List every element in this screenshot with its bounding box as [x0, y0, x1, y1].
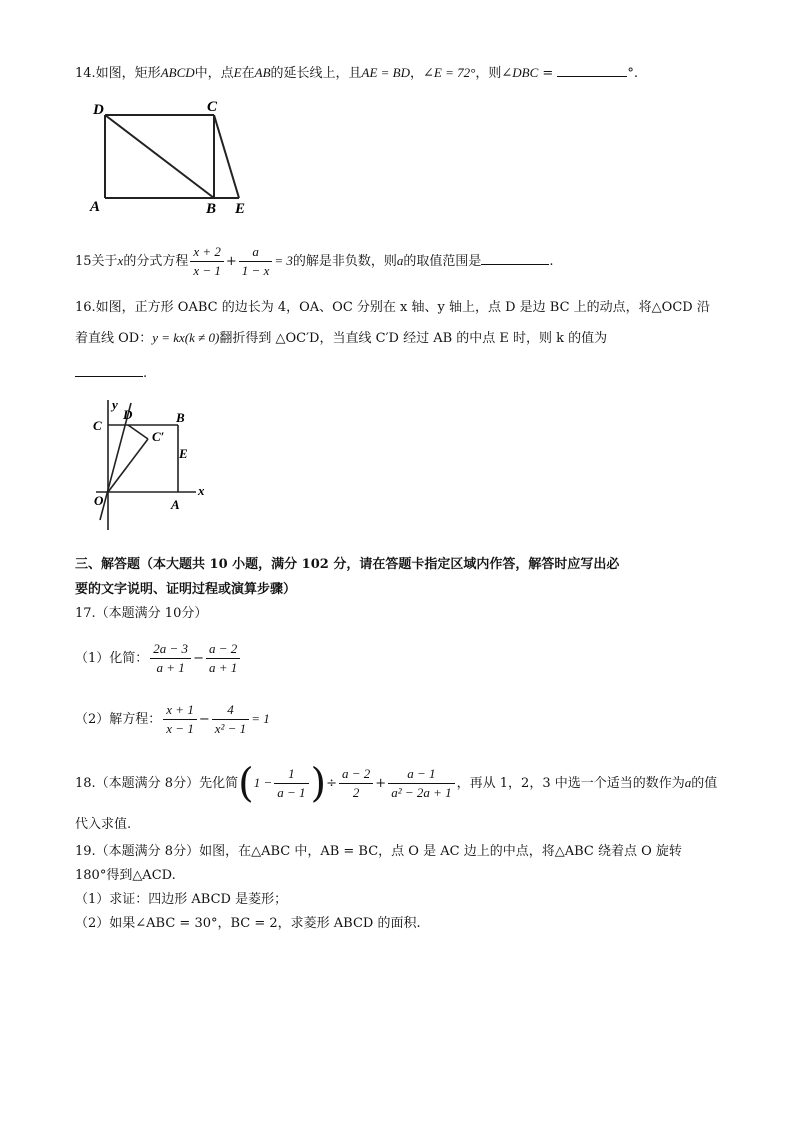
q19-part1 — [75, 890, 287, 910]
q14-mid3: 的延长线上，且 — [270, 66, 362, 81]
q18-end: 的值 — [691, 776, 718, 791]
q19-part2-text: （2）如果∠ABC = 30°，BC = 2，求菱形 ABCD 的面积. — [75, 916, 421, 931]
q17-p2-fraction-1 — [163, 701, 197, 738]
q17-p2-f1-denominator: x − 1 — [166, 721, 194, 736]
q14-equals: = — [538, 66, 558, 81]
q17-p2-f2-numerator: 4 — [212, 701, 249, 720]
q17-p1-f1-numerator: 2a − 3 — [150, 640, 191, 659]
q14-label-e: E — [235, 201, 246, 217]
q18-fraction-1 — [274, 765, 308, 802]
q16-answer-blank[interactable] — [75, 362, 143, 377]
q18-f3-numerator: a − 1 — [388, 765, 454, 784]
q15-answer-blank[interactable] — [481, 250, 549, 265]
q14-mid1: 中，点 — [194, 66, 234, 81]
q17-p2-f1-numerator: x + 1 — [163, 701, 197, 720]
q17-p1-fraction-1 — [150, 640, 191, 677]
q15-mid2: 的解是非负数，则 — [292, 254, 397, 269]
q14-angle-dbc: DBC — [512, 65, 539, 80]
q19-part1-text: （1）求证：四边形 ABCD 是菱形； — [75, 892, 288, 907]
q17-p2-fraction-2 — [212, 701, 249, 738]
q14-condition-ae-bd: AE = BD — [361, 65, 411, 80]
q18-divide: ÷ — [326, 776, 338, 791]
q16-label-a: A — [171, 497, 180, 512]
section3-heading-line2 — [75, 580, 296, 600]
q18-var-a: a — [684, 775, 692, 790]
q17-p1-fraction-2 — [206, 640, 240, 677]
section3-line2-text: 要的文字说明、证明过程或演算步骤） — [75, 582, 297, 597]
q18-right-paren: ) — [310, 760, 327, 807]
q16-label-x: x — [198, 483, 205, 498]
q18-f1-numerator: 1 — [274, 765, 308, 784]
q15-var-x: x — [117, 253, 124, 268]
q14-condition-angle-e: ∠E = 72° — [423, 65, 476, 80]
q15-equals-3: = 3 — [274, 253, 293, 268]
q14-mid2: 在 — [241, 66, 255, 81]
q14-label-b: B — [206, 201, 217, 217]
q17-p1-f2-numerator: a − 2 — [206, 640, 240, 659]
q15-frac2-denominator: 1 − x — [241, 263, 270, 278]
q17-part2 — [75, 700, 270, 739]
q17-p1-f1-denominator: a + 1 — [156, 660, 185, 675]
q19-line2 — [75, 866, 176, 886]
q17-p1-f2-denominator: a + 1 — [208, 660, 238, 675]
q18-f1-denominator: a − 1 — [277, 785, 306, 800]
q14-point-e: E — [233, 65, 242, 80]
q16-line2 — [75, 328, 607, 349]
q18-prefix: 18.（本题满分 8分）先化简 — [75, 776, 239, 791]
q17-p1-label: （1）化简： — [75, 651, 149, 666]
q18-suffix: ，再从 1，2，3 中选一个适当的数作为 — [456, 776, 685, 791]
q18-left-paren: ( — [238, 760, 254, 807]
q16-label-c: C — [93, 418, 102, 433]
q17-p2-minus: − — [198, 712, 210, 727]
q14-figure — [85, 95, 260, 220]
section3-line1-text: 三、解答题（本大题共 10 小题，满分 102 分，请在答题卡指定区域内作答，解答时应写出必 — [75, 557, 620, 572]
q16-label-y: y — [112, 397, 118, 412]
q14-segment-ce — [214, 115, 239, 198]
q15-fraction-2 — [239, 243, 273, 280]
q16-label-e: E — [179, 446, 188, 461]
q14-label-d: D — [93, 102, 104, 118]
q18-line2 — [75, 815, 131, 835]
q14-prefix: 14.如图，矩形 — [75, 66, 161, 81]
q19-line1-text: 19.（本题满分 8分）如图，在△ABC 中，AB = BC，点 O 是 AC 边上的中点，将△ABC 绕着点 O 旋转 — [75, 844, 682, 859]
q16-line1 — [75, 298, 710, 318]
q17-title — [75, 604, 207, 624]
q15-suffix: 的取值范围是 — [403, 254, 482, 269]
q18-f2-denominator: 2 — [352, 785, 360, 800]
q16-figure — [88, 395, 218, 535]
q15-frac1-numerator: x + 2 — [190, 243, 224, 262]
q16-line2-b: 翻折得到 △OC′D，当直线 C′D 经过 AB 的中点 E 时，则 k 的值为 — [219, 331, 608, 346]
q17-p2-f2-denominator: x² − 1 — [214, 721, 247, 736]
q18-line1 — [75, 762, 717, 805]
section3-heading-line1 — [75, 555, 619, 575]
q14-diagonal-db — [105, 115, 214, 198]
q14-rect-name: ABCD — [160, 65, 195, 80]
q19-line2-text: 180°得到△ACD. — [75, 868, 176, 883]
q18-fraction-3 — [388, 765, 454, 802]
q17-p2-rhs: = 1 — [251, 711, 270, 726]
q15-prefix: 15关于 — [75, 254, 118, 269]
q15-plus: + — [225, 254, 237, 269]
q17-p2-label: （2）解方程： — [75, 712, 162, 727]
q16-label-o: O — [94, 493, 104, 508]
q18-plus: + — [375, 776, 387, 791]
q14-text — [75, 62, 638, 84]
q15-text — [75, 242, 554, 281]
q16-label-d: D — [123, 407, 133, 422]
q18-f3-denominator: a² − 2a + 1 — [391, 785, 452, 800]
q14-segment-ab: AB — [254, 65, 271, 80]
q19-part2 — [75, 914, 421, 934]
q14-comma: ， — [410, 66, 424, 81]
q16-line2-formula: y = kx(k ≠ 0) — [152, 330, 220, 345]
q14-label-a: A — [90, 199, 101, 215]
q18-one-minus: 1 − — [253, 775, 273, 790]
q16-label-c-prime: C′ — [152, 429, 165, 444]
q14-mid4: ，则∠ — [475, 66, 513, 81]
q14-suffix: °. — [627, 66, 639, 81]
q17-part1 — [75, 640, 242, 678]
q15-fraction-1 — [190, 243, 224, 280]
q16-line2-a: 着直线 OD： — [75, 331, 153, 346]
q15-end: . — [549, 254, 554, 269]
q15-frac1-denominator: x − 1 — [193, 263, 221, 278]
q18-f2-numerator: a − 2 — [339, 765, 373, 784]
q18-line2-text: 代入求值. — [75, 817, 132, 832]
q15-frac2-numerator: a — [239, 243, 273, 262]
q15-var-a: a — [396, 253, 404, 268]
q16-segment-dc-prime — [128, 425, 148, 439]
q14-label-c: C — [207, 99, 218, 115]
q16-line3 — [75, 362, 147, 384]
q16-label-b: B — [176, 410, 185, 425]
q15-mid1: 的分式方程 — [123, 254, 189, 269]
q17-p1-minus: − — [193, 651, 204, 666]
q18-fraction-2 — [339, 765, 373, 802]
q14-answer-blank[interactable] — [557, 62, 627, 77]
q17-title-text: 17.（本题满分 10分） — [75, 606, 208, 621]
q19-line1 — [75, 842, 682, 862]
q16-line1-text: 16.如图，正方形 OABC 的边长为 4，OA、OC 分别在 x 轴、y 轴上，点 D 是边 BC 上的动点，将△OCD 沿 — [75, 300, 710, 315]
q16-end: . — [143, 366, 148, 381]
